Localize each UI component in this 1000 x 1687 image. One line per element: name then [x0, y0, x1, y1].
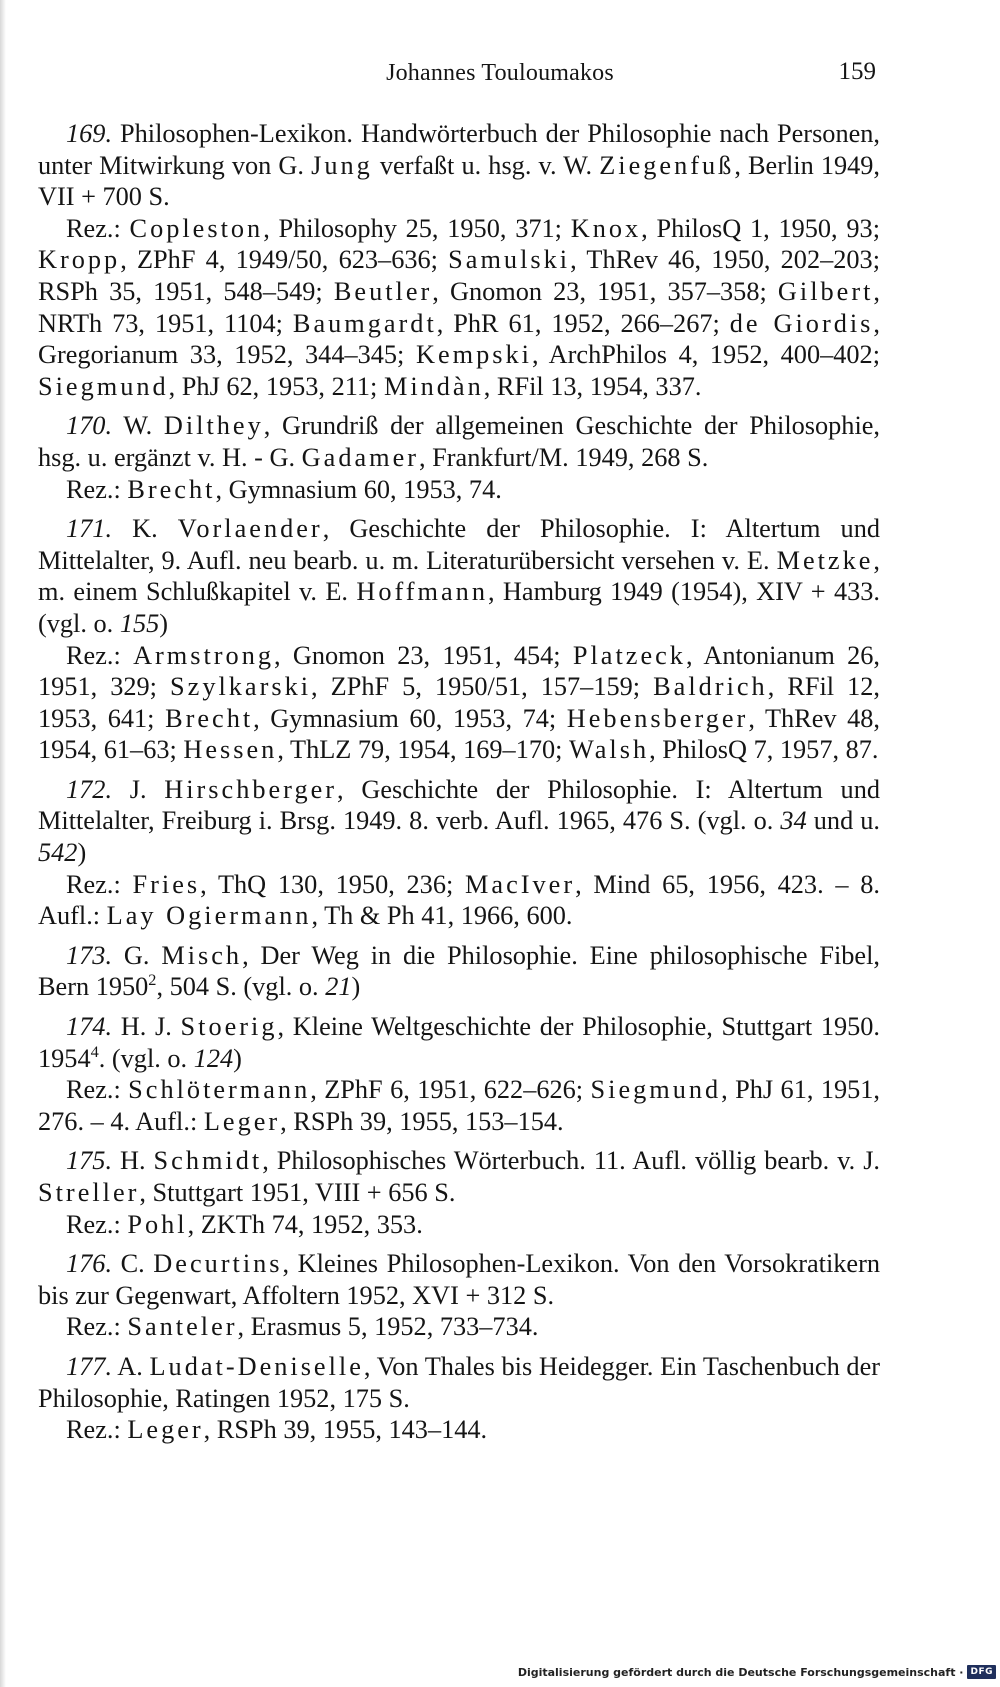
cross-reference: 542: [38, 838, 78, 868]
entry-number: 171.: [66, 514, 113, 544]
review-text: , ThRev 46, 1950, 202–203; RSPh 35, 1951, 548–549;: [38, 245, 880, 306]
entry-citation: [38, 1351, 880, 1414]
reviewer-name: Leger: [203, 1106, 281, 1136]
citation-text: und u.: [806, 806, 880, 836]
citation-text: , Stuttgart 1951, VIII + 656 S.: [139, 1178, 456, 1207]
review-text: , Mind 65, 1956, 423. – 8. Aufl.:: [38, 869, 880, 931]
reviewer-name: Hessen: [183, 735, 278, 765]
reviewer-name: Siegmund: [38, 371, 169, 401]
bibliography-entry: [38, 940, 880, 1003]
reviewer-name: Leger: [127, 1415, 204, 1445]
author-name: Metzke: [776, 545, 874, 575]
review-list: [38, 474, 880, 506]
review-text: , ZKTh 74, 1952, 353.: [187, 1209, 423, 1239]
reviewer-name: Beutler: [333, 276, 433, 306]
dfg-logo: DFG: [967, 1665, 996, 1679]
citation-text: ): [159, 608, 169, 638]
reviewer-name: Knox: [570, 213, 642, 243]
citation-text: W.: [112, 411, 164, 441]
review-text: , ThRev 48, 1954, 61–63;: [38, 703, 880, 765]
reviewer-name: Kropp: [38, 245, 121, 275]
entry-number: 175.: [66, 1146, 113, 1176]
entry-citation: [38, 410, 880, 473]
review-text: , PhR 61, 1952, 266–267;: [436, 308, 730, 338]
citation-text: , Geschichte der Philosophie. I: Altertum und Mittelalter, 9. Aufl. neu bearb. u. m. Literaturübersicht versehen v. E.: [38, 514, 880, 575]
entry-number: 172.: [66, 774, 113, 804]
review-list: [38, 1209, 880, 1241]
review-text: , RFil 13, 1954, 337.: [483, 371, 702, 401]
edition-superscript: 4: [90, 1041, 99, 1061]
review-text: Rez.:: [66, 213, 130, 243]
citation-text: , 504 S. (vgl. o.: [156, 972, 326, 1002]
reviewer-name: Baumgardt: [292, 308, 437, 338]
reviewer-name: Schlötermann: [128, 1075, 311, 1105]
review-text: , RSPh 39, 1955, 143–144.: [203, 1415, 488, 1445]
reviewer-name: Santeler: [127, 1312, 238, 1342]
reviewer-name: Platzeck: [572, 640, 686, 670]
citation-text: G.: [112, 940, 162, 970]
review-text: , Gnomon 23, 1951, 357–358;: [432, 276, 778, 306]
reviewer-name: Pohl: [127, 1209, 188, 1239]
review-text: , Th & Ph 41, 1966, 600.: [311, 901, 573, 931]
author-name: Hirschberger: [164, 774, 338, 804]
reviewer-name: Brecht: [165, 703, 254, 733]
citation-text: , Von Thales bis Heidegger. Ein Taschenbuch der Philosophie, Ratingen 1952, 175 S.: [38, 1351, 880, 1413]
review-text: , RFil 12, 1953, 641;: [38, 672, 881, 733]
review-text: , Gnomon 23, 1951, 454;: [274, 640, 573, 670]
citation-text: Philosophen-Lexikon. Handwörterbuch der Philosophie nach Personen, unter Mitwirkung von G.: [38, 119, 880, 180]
entry-citation: [38, 1011, 880, 1074]
review-text: , PhilosQ 7, 1957, 87.: [649, 735, 879, 765]
running-header-author: Johannes Touloumakos: [386, 60, 614, 86]
reviewer-name: Fries: [132, 869, 201, 899]
bibliography-entry: [38, 1351, 880, 1446]
review-list: [38, 213, 880, 403]
reviewer-name: Walsh: [569, 735, 650, 765]
entry-citation: [38, 118, 880, 213]
bibliography-list: [38, 118, 880, 1454]
review-text: , Antonianum 26, 1951, 329;: [38, 640, 880, 702]
reviewer-name: MacIver: [465, 869, 576, 899]
citation-text: , Hamburg 1949 (1954), XIV + 433. (vgl. o.: [38, 577, 880, 638]
reviewer-name: Mindàn: [383, 371, 484, 401]
review-text: , Erasmus 5, 1952, 733–734.: [237, 1312, 539, 1342]
citation-text: , Der Weg in die Philosophie. Eine philosophische Fibel, Bern 1950: [38, 940, 880, 1002]
citation-text: ): [77, 838, 87, 868]
reviewer-name: Armstrong: [133, 640, 275, 670]
author-name: Jung: [311, 150, 373, 180]
entry-number: 170.: [66, 411, 113, 441]
citation-text: ): [233, 1043, 242, 1073]
review-list: [38, 1074, 880, 1137]
bibliography-entry: [38, 774, 880, 932]
citation-text: K.: [112, 514, 178, 544]
author-name: Gadamer: [301, 442, 420, 472]
review-text: Rez.:: [66, 640, 134, 670]
edition-superscript: 2: [148, 970, 157, 990]
scan-edge-shadow: [0, 0, 6, 1687]
entry-citation: [38, 1248, 880, 1311]
citation-text: J.: [112, 774, 165, 804]
author-name: Ludat-Deniselle: [149, 1351, 364, 1381]
review-text: Rez.:: [66, 1075, 129, 1105]
entry-number: 173.: [66, 940, 113, 970]
citation-text: , Kleines Philosophen-Lexikon. Von den Vorsokratikern bis zur Gegenwart, Affoltern 1952, XVI + 312 S.: [38, 1249, 881, 1310]
review-text: , NRTh 73, 1951, 1104;: [38, 276, 880, 338]
reviewer-name: Copleston: [129, 213, 264, 243]
review-text: , Gregorianum 33, 1952, 344–345;: [38, 308, 880, 370]
bibliography-entry: [38, 1011, 880, 1137]
review-text: Rez.:: [66, 1415, 128, 1445]
review-list: [38, 640, 880, 766]
review-text: , PhJ 62, 1953, 211;: [168, 371, 384, 401]
review-text: Rez.:: [66, 1312, 128, 1342]
citation-text: , Philosophisches Wörterbuch. 11. Aufl. völlig bearb. v. J.: [262, 1146, 881, 1176]
reviewer-name: Hebensberger: [566, 703, 749, 733]
author-name: Streller: [38, 1178, 140, 1207]
review-text: , Gymnasium 60, 1953, 74.: [215, 474, 502, 504]
review-list: [38, 1414, 880, 1446]
entry-number: 174.: [66, 1012, 113, 1042]
digitization-footer: [518, 1665, 996, 1679]
citation-text: verfaßt u. hsg. v. W.: [372, 150, 600, 180]
reviewer-name: Siegmund: [590, 1075, 722, 1105]
review-text: Rez.:: [66, 474, 128, 504]
entry-citation: [38, 513, 880, 639]
author-name: Vorlaender: [177, 514, 323, 544]
author-name: Stoerig: [180, 1012, 278, 1042]
review-text: , ZPhF 4, 1949/50, 623–636;: [120, 245, 449, 275]
cross-reference: 34: [780, 806, 807, 836]
citation-text: A.: [112, 1351, 150, 1381]
review-text: , PhJ 61, 1951, 276. – 4. Aufl.:: [38, 1075, 880, 1136]
review-text: , Philosophy 25, 1950, 371;: [263, 213, 571, 243]
page-number: 159: [838, 58, 876, 85]
review-list: [38, 869, 880, 932]
review-list: [38, 1311, 880, 1343]
review-text: , RSPh 39, 1955, 153–154.: [280, 1106, 564, 1136]
reviewer-name: Baldrich: [653, 672, 768, 702]
bibliography-entry: [38, 513, 880, 766]
citation-text: H. J.: [112, 1012, 181, 1042]
reviewer-name: Kempski: [415, 340, 532, 370]
author-name: Ziegenfuß: [599, 150, 735, 180]
citation-text: . (vgl. o.: [98, 1043, 194, 1073]
reviewer-name: Brecht: [127, 474, 216, 504]
entry-number: 177.: [66, 1351, 113, 1381]
entry-number: 176.: [66, 1249, 113, 1279]
review-text: , Gymnasium 60, 1953, 74;: [253, 703, 567, 733]
reviewer-name: Gilbert: [777, 276, 874, 306]
entry-citation: [38, 1145, 880, 1208]
reviewer-name: de Giordis: [729, 308, 874, 338]
author-name: Dilthey: [163, 411, 264, 441]
bibliography-entry: [38, 118, 880, 402]
reviewer-name: Szylkarski: [170, 672, 312, 702]
author-name: Hoffmann: [356, 577, 488, 607]
citation-text: , Geschichte der Philosophie. I: Altertum und Mittelalter, Freiburg i. Brsg. 1949. 8. verb. Aufl. 1965, 476 S. (vgl. o.: [38, 774, 880, 836]
citation-text: , Berlin 1949, VII + 700 S.: [38, 150, 880, 212]
citation-text: , Kleine Weltgeschichte der Philosophie, Stuttgart 1950. 1954: [38, 1012, 880, 1073]
citation-text: , Frankfurt/M. 1949, 268 S.: [419, 442, 709, 472]
reviewer-name: Samulski: [448, 245, 571, 275]
review-text: , ZPhF 6, 1951, 622–626;: [310, 1075, 591, 1105]
entry-citation: [38, 774, 880, 869]
review-text: , ThLZ 79, 1954, 169–170;: [277, 735, 570, 765]
review-text: Rez.:: [66, 1209, 128, 1239]
author-name: Decurtins: [153, 1249, 283, 1279]
author-name: Misch: [161, 940, 243, 970]
bibliography-entry: [38, 1145, 880, 1240]
review-text: , ThQ 130, 1950, 236;: [200, 869, 466, 899]
footer-credit-text: Digitalisierung gefördert durch die Deutsche Forschungsgemeinschaft ·: [517, 1665, 964, 1679]
review-text: , ZPhF 5, 1950/51, 157–159;: [311, 672, 654, 702]
citation-text: C.: [112, 1249, 154, 1279]
review-text: , ArchPhilos 4, 1952, 400–402;: [531, 340, 880, 370]
entry-number: 169.: [66, 119, 113, 148]
cross-reference: 155: [119, 608, 160, 638]
author-name: Schmidt: [153, 1146, 263, 1176]
cross-reference: 21: [325, 972, 352, 1002]
citation-text: H.: [112, 1146, 154, 1176]
cross-reference: 124: [193, 1043, 234, 1073]
bibliography-entry: [38, 410, 880, 505]
reviewer-name: Lay Ogiermann: [106, 901, 312, 931]
review-text: Rez.:: [66, 869, 133, 899]
citation-text: ): [351, 972, 361, 1002]
citation-text: , Grundriß der allgemeinen Geschichte der Philosophie, hsg. u. ergänzt v. H. - G.: [38, 411, 880, 472]
citation-text: , m. einem Schlußkapitel v. E.: [38, 545, 880, 607]
bibliography-entry: [38, 1248, 880, 1343]
review-text: , PhilosQ 1, 1950, 93;: [641, 213, 880, 243]
entry-citation: [38, 940, 880, 1003]
